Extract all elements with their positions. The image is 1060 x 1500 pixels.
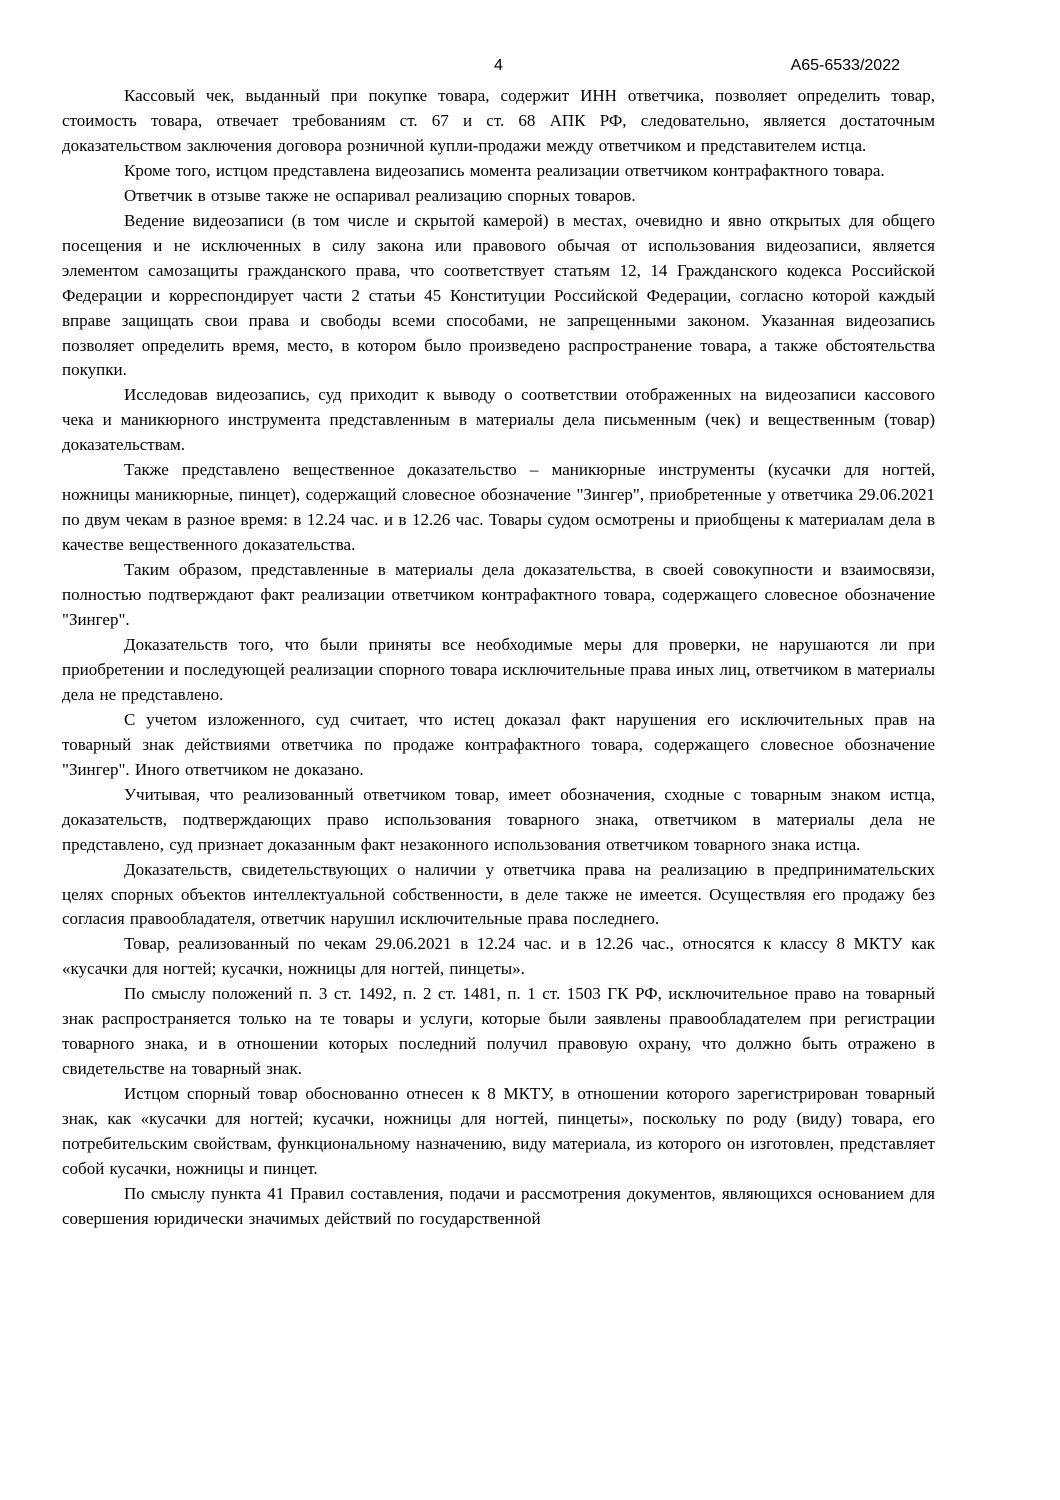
- paragraph: Доказательств того, что были приняты все необходимые меры для проверки, не нарушаются ли при приобретении и последующей реализации спорного товара исключительные права иных лиц, ответчиком в материалы дела не представлено.: [62, 634, 935, 704]
- paragraph: Доказательств, свидетельствующих о наличии у ответчика права на реализацию в предпринимательских целях спорных объектов интеллектуальной собственности, в деле также не имеется. Осуществляя его продажу без согласия правообладателя, ответчик нарушил исключительные права последнего.: [62, 859, 935, 929]
- page-header: [62, 56, 935, 78]
- paragraph: Также представлено вещественное доказательство – маникюрные инструменты (кусачки для ногтей, ножницы маникюрные, пинцет), содержащий словесное обозначение "Зингер", приобретенные у ответчика 29.06.2021 по двум чекам в разное время: в 12.24 час. и в 12.26 час. Товары судом осмотрены и приобщены к материалам дела в качестве вещественного доказательства.: [62, 460, 935, 555]
- paragraph: Кассовый чек, выданный при покупке товара, содержит ИНН ответчика, позволяет определить товар, стоимость товара, отвечает требованиям ст. 67 и ст. 68 АПК РФ, следовательно, является достаточным доказательством заключения договора розничной купли-продажи между ответчиком и представителем истца.: [62, 86, 935, 155]
- paragraph: Кроме того, истцом представлена видеозапись момента реализации ответчиком контрафактного товара.: [124, 160, 885, 180]
- paragraph: По смыслу пункта 41 Правил составления, подачи и рассмотрения документов, являющихся основанием для совершения юридически значимых действий по государственной: [62, 1183, 935, 1228]
- paragraph: Таким образом, представленные в материалы дела доказательства, в своей совокупности и взаимосвязи, полностью подтверждают факт реализации ответчиком контрафактного товара, содержащего словесное обозначение "Зингер".: [62, 560, 935, 630]
- paragraph: Ответчик в отзыве также не оспаривал реализацию спорных товаров.: [124, 185, 636, 205]
- paragraph: С учетом изложенного, суд считает, что истец доказал факт нарушения его исключительных прав на товарный знак действиями ответчика по продаже контрафактного товара, содержащего словесное обозначение "Зингер". Иного ответчиком не доказано.: [62, 709, 935, 779]
- paragraph: Истцом спорный товар обоснованно отнесен к 8 МКТУ, в отношении которого зарегистрирован товарный знак, как «кусачки для ногтей; кусачки, ножницы для ногтей, пинцеты», поскольку по роду (виду) товара, его потребительским свойствам, функциональному назначению, виду материала, из которого он изготовлен, представляет собой кусачки, ножницы и пинцет.: [62, 1084, 935, 1178]
- paragraph: Исследовав видеозапись, суд приходит к выводу о соответствии отображенных на видеозаписи кассового чека и маникюрного инструмента представленным в материалы дела письменным (чек) и вещественным (товар) доказательствам.: [62, 385, 935, 455]
- paragraph: Товар, реализованный по чекам 29.06.2021 в 12.24 час. и в 12.26 час., относятся к классу 8 МКТУ как «кусачки для ногтей; кусачки, ножницы для ногтей, пинцеты».: [62, 934, 935, 979]
- case-number: А65-6533/2022: [790, 57, 900, 74]
- paragraph: Учитывая, что реализованный ответчиком товар, имеет обозначения, сходные с товарным знаком истца, доказательств, подтверждающих право использования товарного знака, ответчиком в материалы дела не представлено, суд признает доказанным факт незаконного использования ответчиком товарного знака истца.: [62, 784, 935, 854]
- paragraph: Ведение видеозаписи (в том числе и скрытой камерой) в местах, очевидно и явно открытых для общего посещения и не исключенных в силу закона или правового обычая от использования видеозаписи, является элементом самозащиты гражданского права, что соответствует статьям 12, 14 Гражданского кодекса Российской Федерации и корреспондирует части 2 статьи 45 Конституции Российской Федерации, согласно которой каждый вправе защищать свои права и свободы всеми способами, не запрещенными законом. Указанная видеозапись позволяет определить время, место, в котором было произведено распространение товара, а также обстоятельства покупки.: [62, 210, 935, 380]
- page-number: 4: [494, 57, 503, 74]
- paragraph: По смыслу положений п. 3 ст. 1492, п. 2 ст. 1481, п. 1 ст. 1503 ГК РФ, исключительное право на товарный знак распространяется только на те товары и услуги, которые были заявлены правообладателем при регистрации товарного знака, и в отношении которых последний получил правовую охрану, что должно быть отражено в свидетельстве на товарный знак.: [62, 984, 935, 1079]
- document-body: [62, 84, 935, 1232]
